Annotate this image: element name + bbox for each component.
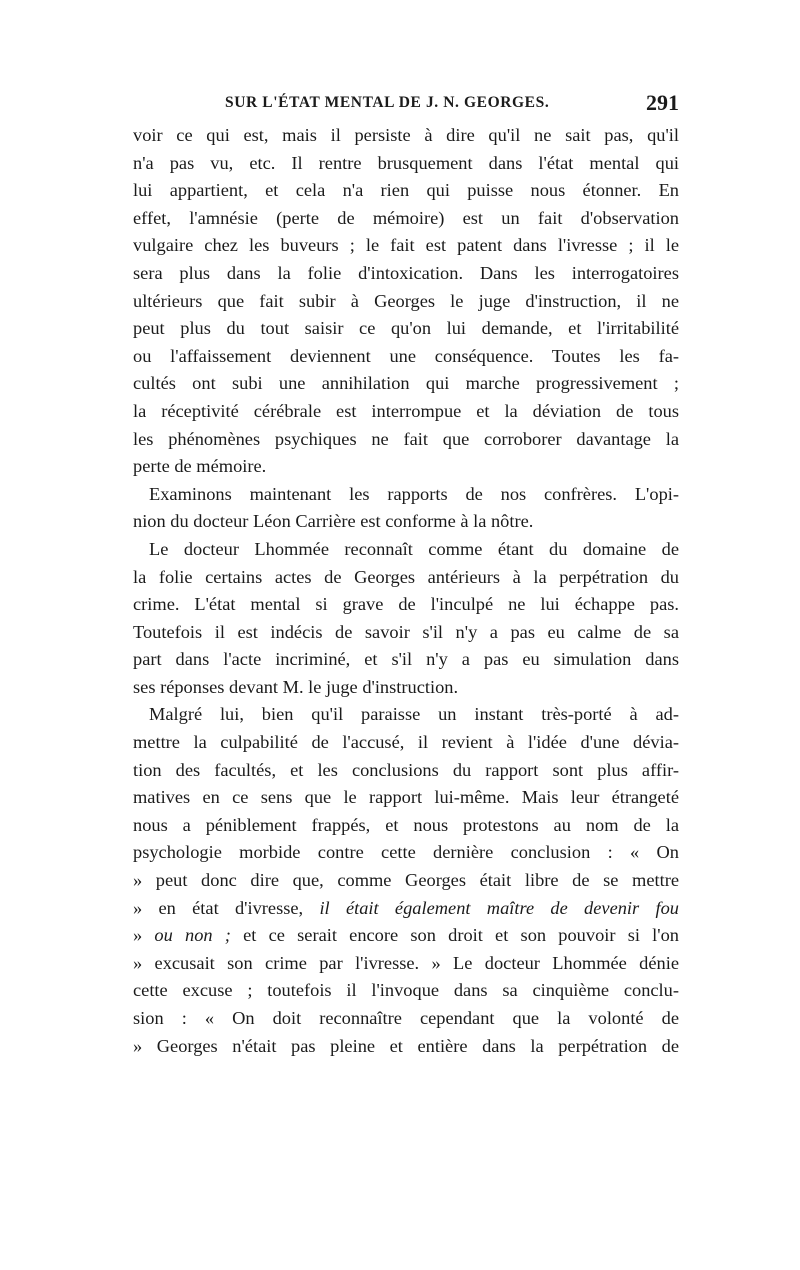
text-line: crime. L'état mental si grave de l'inculpé ne lui échappe pas. [133,594,679,615]
text-line: nous a péniblement frappés, et nous protestons au nom de la [133,814,679,835]
text-line: ou l'affaissement deviennent une conséquence. Toutes les fa- [133,345,679,366]
text-line: la réceptivité cérébrale est interrompue et la déviation de tous [133,400,679,421]
page-header [133,90,679,120]
text-line: » en état d'ivresse, il était également maître de devenir fou [133,897,679,918]
text-line: cette excuse ; toutefois il l'invoque dans sa cinquième conclu- [133,980,679,1001]
text-line: matives en ce sens que le rapport lui-même. Mais leur étrangeté [133,787,679,808]
text-line: Le docteur Lhommée reconnaît comme étant du domaine de [149,538,679,559]
text-line: psychologie morbide contre cette dernière conclusion : « On [133,842,679,863]
text-line: perte de mémoire. [133,456,267,477]
text-line: ses réponses devant M. le juge d'instruction. [133,676,459,697]
text-line: ultérieurs que fait subir à Georges le juge d'instruction, il ne [133,290,679,311]
text-line: nion du docteur Léon Carrière est conforme à la nôtre. [133,511,534,532]
text-line: lui appartient, et cela n'a rien qui puisse nous étonner. En [133,180,679,201]
text-line: » Georges n'était pas pleine et entière dans la perpétration de [133,1035,679,1056]
text-line: peut plus du tout saisir ce qu'on lui demande, et l'irritabilité [133,318,679,339]
text-line: Toutefois il est indécis de savoir s'il n'y a pas eu calme de sa [133,621,679,642]
text-line: vulgaire chez les buveurs ; le fait est patent dans l'ivresse ; il le [133,235,679,256]
text-line: » peut donc dire que, comme Georges était libre de se mettre [133,870,679,891]
text-line: effet, l'amnésie (perte de mémoire) est un fait d'observation [133,207,679,228]
text-line: les phénomènes psychiques ne fait que corroborer davantage la [133,428,679,449]
text-line: cultés ont subi une annihilation qui marche progressivement ; [133,373,679,394]
body-text [133,122,679,1060]
text-line: part dans l'acte incriminé, et s'il n'y a pas eu simulation dans [133,649,679,670]
text-line: Malgré lui, bien qu'il paraisse un instant très-porté à ad- [149,704,679,725]
text-line: tion des facultés, et les conclusions du rapport sont plus affir- [133,759,679,780]
running-title: SUR L'ÉTAT MENTAL DE J. N. GEORGES. [225,94,550,111]
text-line: » excusait son crime par l'ivresse. » Le docteur Lhommée dénie [133,952,679,973]
text-line: sion : « On doit reconnaître cependant que la volonté de [133,1008,679,1028]
text-line: sera plus dans la folie d'intoxication. Dans les interrogatoires [133,262,679,283]
text-line: mettre la culpabilité de l'accusé, il revient à l'idée d'une dévia- [133,732,679,753]
page-number: 291 [646,90,679,115]
text-line: n'a pas vu, etc. Il rentre brusquement dans l'état mental qui [133,152,679,173]
text-line: » ou non ; et ce serait encore son droit et son pouvoir si l'on [133,925,679,946]
text-line: la folie certains actes de Georges antérieurs à la perpétration du [133,566,679,587]
text-line: voir ce qui est, mais il persiste à dire qu'il ne sait pas, qu'il [133,125,679,145]
text-line: Examinons maintenant les rapports de nos confrères. L'opi- [149,483,679,504]
